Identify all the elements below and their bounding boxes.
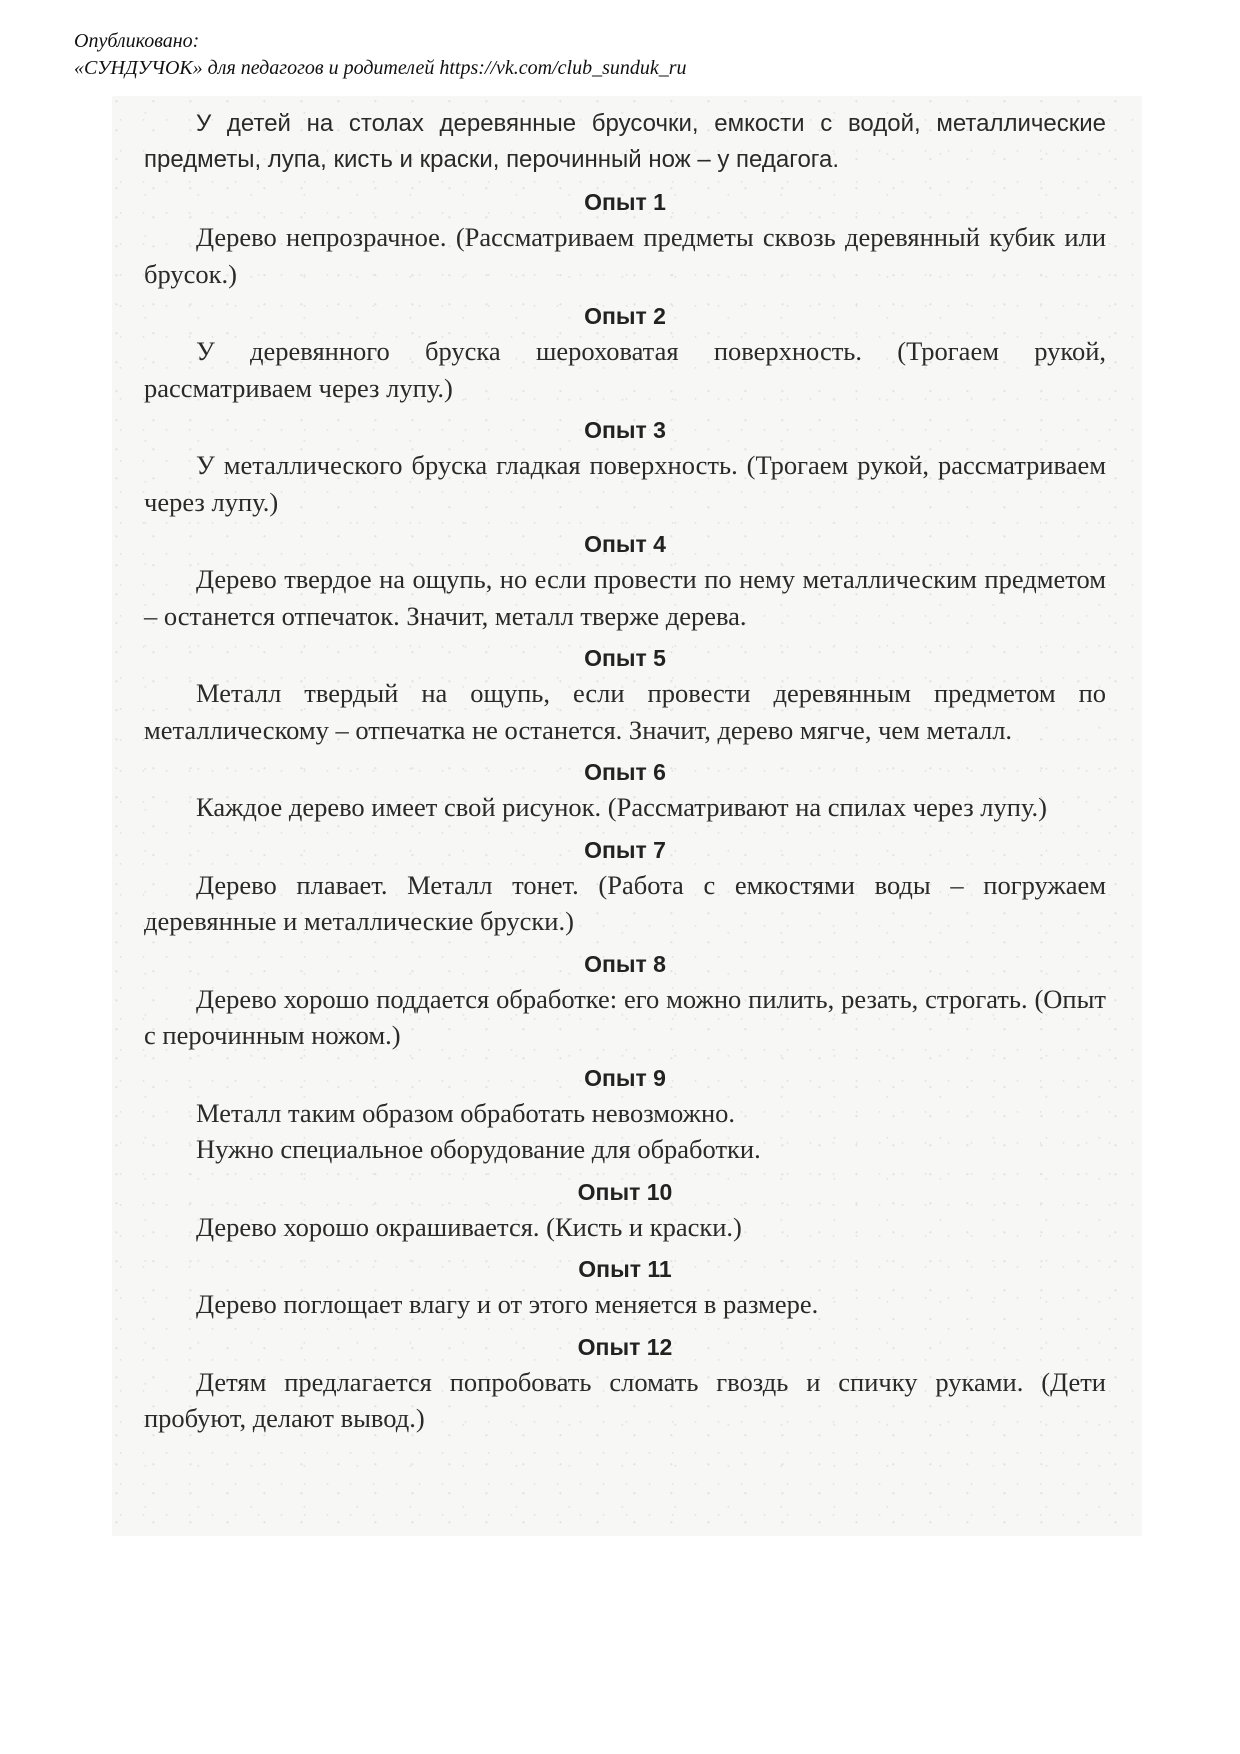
experiment-text: Дерево твердое на ощупь, но если провести по нему металлическим предметом – останется отпечаток. Значит, металл тверже дерева. [144, 564, 1106, 631]
experiment-text: Дерево поглощает влагу и от этого меняется в размере. [196, 1289, 819, 1319]
experiment-text: Дерево плавает. Металл тонет. (Работа с емкостями воды – погружаем деревянные и металлические бруски.) [144, 869, 1106, 936]
header-published-label: Опубликовано: [74, 30, 200, 52]
experiment-text: У деревянного бруска шероховатая поверхность. (Трогаем рукой, рассматриваем через лупу.) [144, 336, 1106, 403]
experiment-title: Опыт 3 [584, 417, 666, 443]
intro-paragraph: У детей на столах деревянные брусочки, емкости с водой, металлические предметы, лупа, кисть и краски, перочинный нож – у педагога. [144, 110, 1106, 173]
experiment-title: Опыт 4 [584, 531, 666, 557]
header-source-line: «СУНДУЧОК» для педагогов и родителей https://vk.com/club_sunduk_ru [74, 57, 687, 79]
experiment-text-line: Нужно специальное оборудование для обработки. [196, 1134, 761, 1164]
experiment-text: У металлического бруска гладкая поверхность. (Трогаем рукой, рассматриваем через лупу.) [144, 450, 1106, 517]
experiment-title: Опыт 7 [584, 836, 666, 863]
experiment-text: Металл твердый на ощупь, если провести деревянным предметом по металлическому – отпечатка не останется. Значит, дерево мягче, чем металл. [144, 678, 1106, 745]
experiment-title: Опыт 10 [577, 1178, 673, 1205]
experiment-title: Опыт 5 [584, 645, 666, 671]
experiment-title: Опыт 11 [578, 1256, 672, 1282]
document-body [144, 106, 1106, 1445]
experiment-text: Дерево непрозрачное. (Рассматриваем предметы сквозь деревянный кубик или брусок.) [144, 222, 1106, 289]
experiment-title: Опыт 1 [584, 189, 666, 215]
experiment-text: Каждое дерево имеет свой рисунок. (Рассматривают на спилах через лупу.) [196, 792, 1047, 822]
experiment-text: Дерево хорошо окрашивается. (Кисть и краски.) [196, 1211, 742, 1242]
experiment-title: Опыт 2 [584, 303, 666, 329]
publication-header [74, 28, 687, 82]
experiment-title: Опыт 12 [577, 1333, 673, 1360]
experiment-text: Дерево хорошо поддается обработке: его можно пилить, резать, строгать. (Опыт с перочинным ножом.) [144, 983, 1106, 1050]
experiment-title: Опыт 8 [584, 950, 666, 977]
experiment-text: Детям предлагается попробовать сломать гвоздь и спичку руками. (Дети пробуют, делают вывод.) [144, 1366, 1106, 1433]
experiment-title: Опыт 9 [584, 1064, 666, 1091]
experiment-title: Опыт 6 [584, 759, 666, 785]
experiment-text-line: Металл таким образом обработать невозможно. [196, 1097, 736, 1128]
